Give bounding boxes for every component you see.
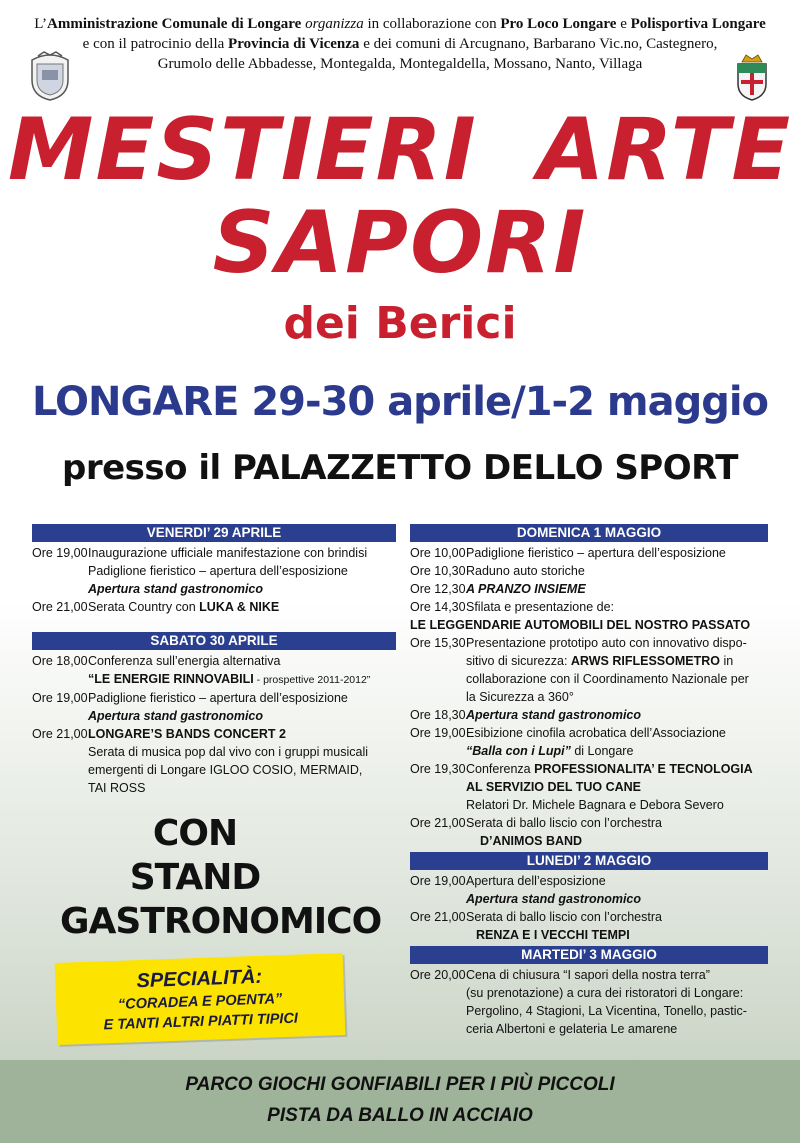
schedule-text: di Longare [570, 744, 634, 758]
schedule-highlight: “LE ENERGIE RINNOVABILI [88, 672, 254, 686]
day-header-monday: LUNEDI’ 2 MAGGIO [410, 852, 768, 870]
schedule-highlight: LE LEGGENDARIE AUTOMOBILI DEL NOSTRO PASSATO [410, 618, 751, 632]
schedule-text: ceria Albertoni e gelateria Le amarene [466, 1022, 678, 1036]
schedule-text: Pergolino, 4 Stagioni, La Vicentina, Tonello, pastic- [466, 1004, 747, 1018]
header-polisportiva: Polisportiva Longare [630, 16, 766, 32]
schedule-text: Cena di chiusura “I sapori della nostra terra” [466, 968, 710, 982]
schedule-row [410, 908, 768, 926]
schedule-text: TAI ROSS [88, 781, 146, 795]
schedule-text: sitivo di sicurezza: [466, 654, 571, 668]
schedule-row [410, 706, 768, 724]
header-line-3: Grumolo delle Abbadesse, Montegalda, Montegaldella, Mossano, Nanto, Villaga [157, 56, 643, 72]
schedule-row [32, 725, 396, 743]
schedule-text: Inaugurazione ufficiale manifestazione con brindisi [88, 546, 368, 560]
schedule-highlight: D’ANIMOS BAND [480, 834, 583, 848]
schedule-time: Ore 19,30 [410, 762, 466, 776]
schedule-text: Apertura stand gastronomico [88, 709, 264, 723]
footer-line-2: PISTA DA BALLO IN ACCIAIO [267, 1105, 533, 1126]
schedule-highlight: LONGARE’S BANDS CONCERT 2 [88, 727, 286, 741]
header-line-2 [0, 34, 800, 54]
callout-line: GASTRONOMICO [60, 901, 382, 942]
schedule-time: Ore 14,30 [410, 600, 466, 614]
schedule-row [410, 872, 768, 890]
schedule-text: Serata di ballo liscio con l’orchestra [466, 910, 662, 924]
schedule-text-wrapper [88, 598, 396, 616]
schedule-highlight: Apertura stand gastronomico [466, 708, 642, 722]
schedule-row [410, 598, 768, 616]
schedule-text: Serata Country con [88, 600, 200, 614]
schedule-time: Ore 19,00 [410, 874, 466, 888]
schedule-text: in [720, 654, 734, 668]
schedule-left [32, 522, 396, 797]
schedule-time: Ore 19,00 [410, 726, 466, 740]
schedule-right [410, 522, 768, 1038]
schedule-text: Serata di ballo liscio con l’orchestra [466, 816, 662, 830]
schedule-time: Ore 18,00 [32, 654, 88, 668]
header-line-1 [0, 14, 800, 34]
schedule-highlight: Apertura stand gastronomico [466, 892, 642, 906]
day-header-sunday: DOMENICA 1 MAGGIO [410, 524, 768, 542]
specialty-title: SPECIALITÀ: [136, 965, 263, 993]
header-text: in collaborazione con [363, 16, 501, 32]
food-stand-callout [60, 812, 382, 944]
schedule-time: Ore 15,30 [410, 636, 466, 650]
schedule-text: Padiglione fieristico – apertura dell’esposizione [466, 546, 726, 560]
schedule-time: Ore 10,30 [410, 564, 466, 578]
specialty-more: E TANTI ALTRI PIATTI TIPICI [103, 1010, 299, 1034]
organizers-header [0, 14, 800, 74]
schedule-text: Presentazione prototipo auto con innovativo dispo- [466, 636, 747, 650]
schedule-highlight: A PRANZO INSIEME [466, 582, 586, 596]
header-municipality: Amministrazione Comunale di Longare [47, 16, 302, 32]
schedule-text: la Sicurezza a 360° [466, 690, 574, 704]
header-proloco: Pro Loco Longare [500, 16, 617, 32]
schedule-text: Raduno auto storiche [466, 564, 585, 578]
schedule-text: Sfilata e presentazione de: [466, 600, 615, 614]
schedule-time: Ore 19,00 [32, 691, 88, 705]
schedule-row [410, 544, 768, 562]
schedule-row [410, 760, 768, 778]
schedule-highlight: AL SERVIZIO DEL TUO CANE [466, 780, 642, 794]
schedule-highlight: “Balla con i Lupi” [466, 744, 571, 758]
schedule-text: Apertura stand gastronomico [88, 582, 264, 596]
schedule-highlight: ARWS RIFLESSOMETRO [570, 654, 720, 668]
schedule-text: - prospettive 2011-2012” [253, 674, 371, 686]
schedule-text: Conferenza sull’energia alternativa [88, 654, 281, 668]
schedule-text-wrapper [410, 742, 768, 760]
schedule-row [32, 652, 396, 670]
event-venue: presso il PALAZZETTO DELLO SPORT [62, 448, 738, 488]
schedule-highlight: RENZA E I VECCHI TEMPI [476, 928, 630, 942]
day-header-friday: VENERDI’ 29 APRILE [32, 524, 396, 542]
schedule-text: Conferenza [466, 762, 535, 776]
schedule-text: Esibizione cinofila acrobatica dell’Associazione [466, 726, 726, 740]
schedule-time: Ore 21,00 [32, 727, 88, 741]
schedule-row [32, 689, 396, 707]
schedule-text: collaborazione con il Coordinamento Nazionale per [466, 672, 749, 686]
header-province: Provincia di Vicenza [228, 36, 360, 52]
header-text: e con il patrocinio della [82, 36, 229, 52]
schedule-highlight: PROFESSIONALITA’ E TECNOLOGIA [534, 762, 753, 776]
callout-line: STAND [129, 857, 261, 898]
schedule-row [410, 580, 768, 598]
schedule-text: Relatori Dr. Michele Bagnara e Debora Severo [466, 798, 724, 812]
schedule-text: emergenti di Longare IGLOO COSIO, MERMAID, [88, 763, 363, 777]
schedule-text-wrapper [410, 652, 768, 670]
schedule-time: Ore 12,30 [410, 582, 466, 596]
schedule-row [32, 598, 396, 616]
schedule-row [410, 814, 768, 832]
event-dates: LONGARE 29-30 aprile/1-2 maggio [31, 379, 769, 425]
day-header-saturday: SABATO 30 APRILE [32, 632, 396, 650]
event-subtitle: dei Berici [283, 298, 517, 349]
schedule-highlight: LUKA & NIKE [199, 600, 280, 614]
event-title-line-1: MESTIERI ARTE [7, 100, 793, 200]
schedule-row [32, 544, 396, 562]
schedule-time: Ore 19,00 [32, 546, 88, 560]
day-header-tuesday: MARTEDI’ 3 MAGGIO [410, 946, 768, 964]
schedule-text: Padiglione fieristico – apertura dell’esposizione [88, 691, 348, 705]
schedule-text: Padiglione fieristico – apertura dell’esposizione [88, 564, 348, 578]
schedule-row [410, 966, 768, 984]
schedule-time: Ore 10,00 [410, 546, 466, 560]
schedule-row [410, 634, 768, 652]
schedule-time: Ore 21,00 [410, 816, 466, 830]
specialty-box [55, 953, 346, 1045]
event-title-line-2: SAPORI [212, 193, 588, 293]
specialty-dish: “CORADEA E POENTA” [117, 991, 283, 1013]
header-text: e dei comuni di Arcugnano, Barbarano Vic.no, Castegnero, [359, 36, 718, 52]
schedule-text-wrapper [466, 760, 768, 778]
schedule-row [410, 724, 768, 742]
schedule-text: Apertura dell’esposizione [466, 874, 606, 888]
schedule-row [410, 562, 768, 580]
schedule-time: Ore 21,00 [32, 600, 88, 614]
header-text: L’ [34, 16, 48, 32]
schedule-time: Ore 18,30 [410, 708, 466, 722]
header-text: organizza [301, 16, 364, 32]
schedule-text: (su prenotazione) a cura dei ristoratori di Longare: [466, 986, 744, 1000]
header-text: e [616, 16, 631, 32]
schedule-time: Ore 21,00 [410, 910, 466, 924]
callout-line: CON [152, 813, 238, 854]
footer-line-1: PARCO GIOCHI GONFIABILI PER I PIÙ PICCOLI [185, 1074, 615, 1095]
schedule-text-wrapper [32, 670, 396, 689]
schedule-text: Serata di musica pop dal vivo con i gruppi musicali [88, 745, 368, 759]
schedule-time: Ore 20,00 [410, 968, 466, 982]
